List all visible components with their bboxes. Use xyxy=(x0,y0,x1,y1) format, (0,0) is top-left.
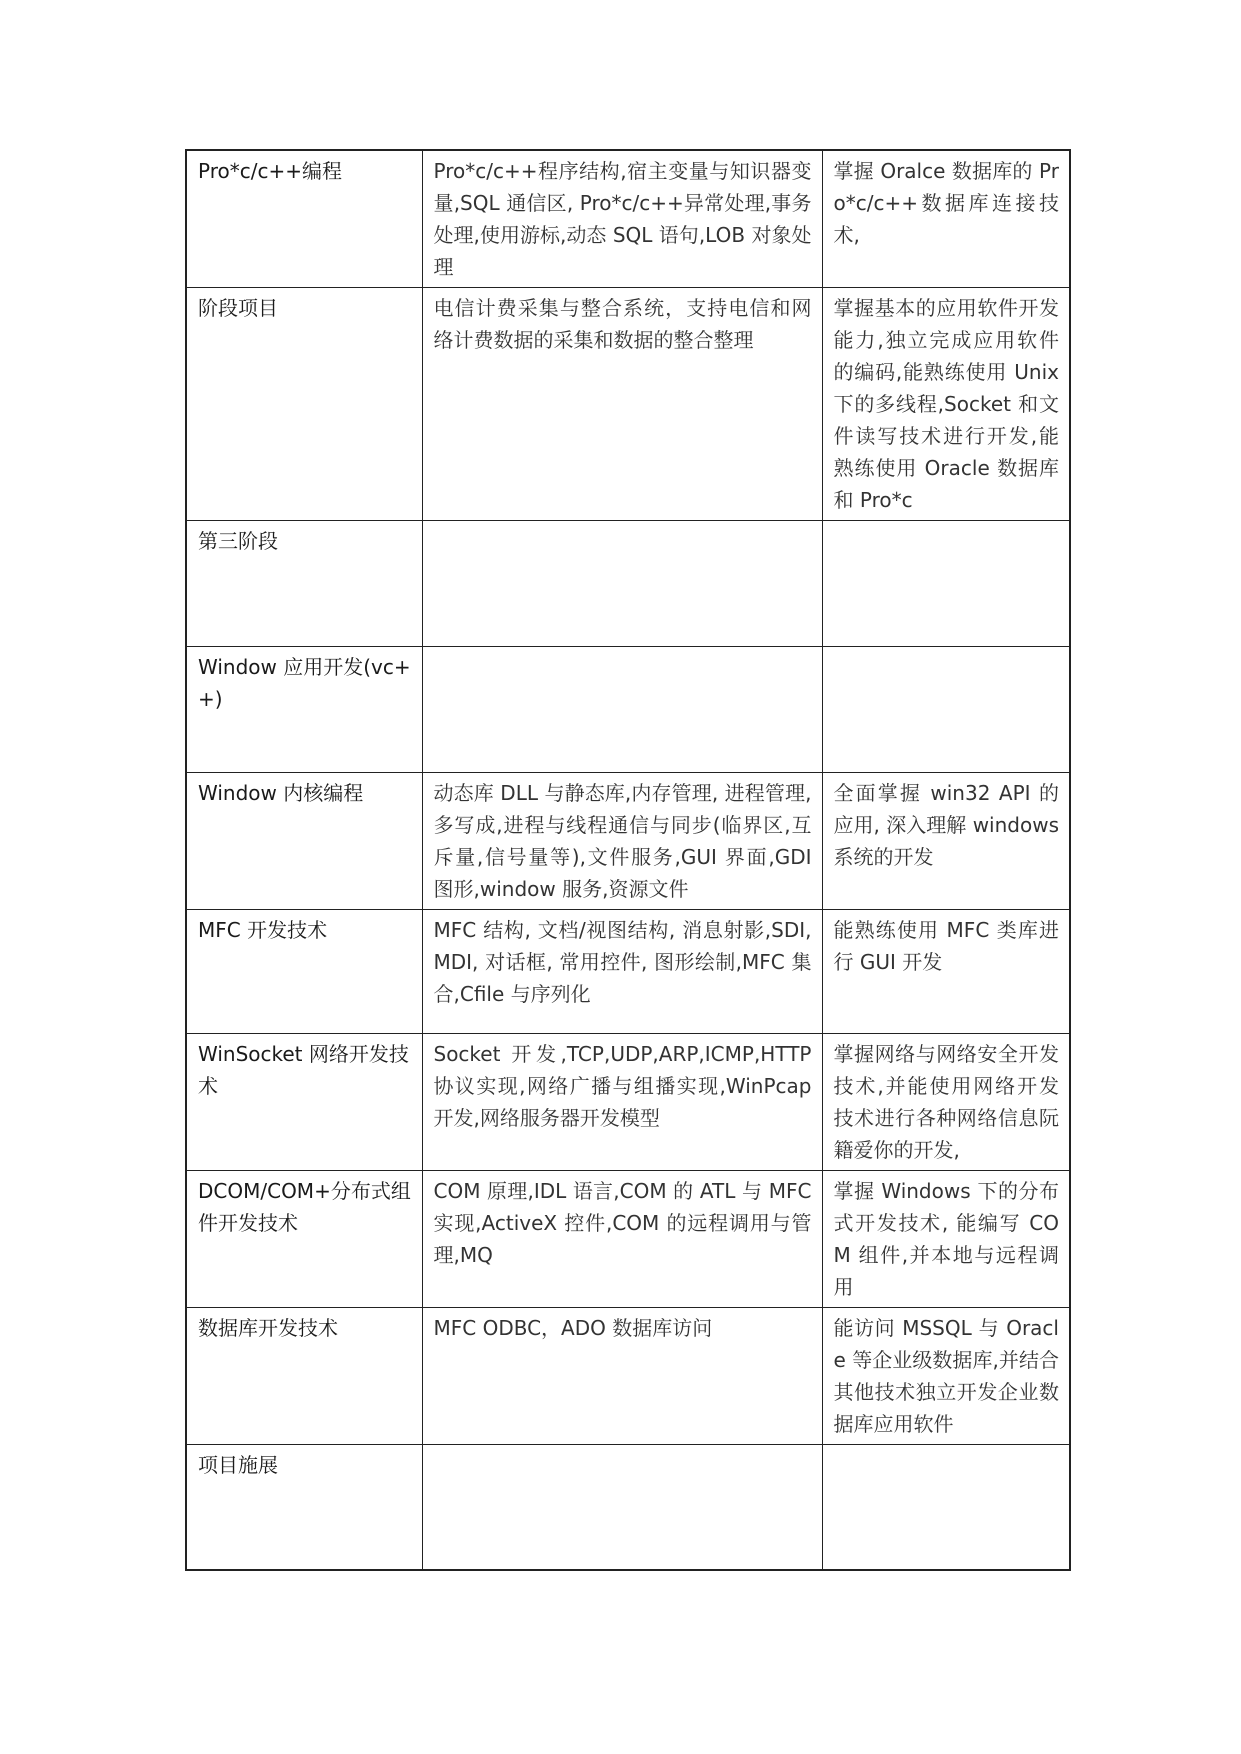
course-name-cell: Pro*c/c++编程 xyxy=(186,150,422,288)
table-row xyxy=(186,150,1070,288)
course-goal-cell: 掌握 Oralce 数据库的 Pro*c/c++数据库连接技术, xyxy=(822,150,1070,288)
table-row xyxy=(186,1171,1070,1308)
course-name-cell: WinSocket 网络开发技术 xyxy=(186,1034,422,1171)
course-name-cell: MFC 开发技术 xyxy=(186,910,422,1034)
course-content-cell xyxy=(422,1445,822,1570)
course-table xyxy=(185,149,1071,1571)
course-content-cell: MFC ODBC，ADO 数据库访问 xyxy=(422,1308,822,1445)
course-goal-cell: 掌握网络与网络安全开发技术,并能使用网络开发技术进行各种网络信息阮籍爱你的开发, xyxy=(822,1034,1070,1171)
course-goal-cell: 全面掌握 win32 API 的应用, 深入理解 windows 系统的开发 xyxy=(822,773,1070,910)
course-name-cell: 数据库开发技术 xyxy=(186,1308,422,1445)
table-row xyxy=(186,1034,1070,1171)
course-content-cell: COM 原理,IDL 语言,COM 的 ATL 与 MFC 实现,ActiveX 控件,COM 的远程调用与管理,MQ xyxy=(422,1171,822,1308)
course-content-cell: Socket 开发,TCP,UDP,ARP,ICMP,HTTP 协议实现,网络广播与组播实现,WinPcap 开发,网络服务器开发模型 xyxy=(422,1034,822,1171)
table-row xyxy=(186,288,1070,521)
course-content-cell: 电信计费采集与整合系统，支持电信和网络计费数据的采集和数据的整合整理 xyxy=(422,288,822,521)
course-goal-cell: 能熟练使用 MFC 类库进行 GUI 开发 xyxy=(822,910,1070,1034)
course-name-cell: 第三阶段 xyxy=(186,521,422,647)
course-goal-cell xyxy=(822,521,1070,647)
course-name-cell: 项目施展 xyxy=(186,1445,422,1570)
table-row xyxy=(186,910,1070,1034)
course-goal-cell xyxy=(822,1445,1070,1570)
course-content-cell xyxy=(422,647,822,773)
table-row xyxy=(186,773,1070,910)
table-row xyxy=(186,1308,1070,1445)
table-row xyxy=(186,1445,1070,1570)
course-content-cell: 动态库 DLL 与静态库,内存管理, 进程管理,多写成,进程与线程通信与同步(临界区,互斥量,信号量等),文件服务,GUI 界面,GDI 图形,window 服务,资源文件 xyxy=(422,773,822,910)
course-content-cell xyxy=(422,521,822,647)
course-content-cell: MFC 结构, 文档/视图结构, 消息射影,SDI,MDI, 对话框, 常用控件, 图形绘制,MFC 集合,Cfile 与序列化 xyxy=(422,910,822,1034)
course-goal-cell: 掌握基本的应用软件开发能力,独立完成应用软件的编码,能熟练使用 Unix 下的多线程,Socket 和文件读写技术进行开发,能熟练使用 Oracle 数据库和 Pro*c xyxy=(822,288,1070,521)
course-name-cell: 阶段项目 xyxy=(186,288,422,521)
course-content-cell: Pro*c/c++程序结构,宿主变量与知识器变量,SQL 通信区, Pro*c/c++异常处理,事务处理,使用游标,动态 SQL 语句,LOB 对象处理 xyxy=(422,150,822,288)
course-name-cell: Window 应用开发(vc++) xyxy=(186,647,422,773)
table-row xyxy=(186,647,1070,773)
table-row xyxy=(186,521,1070,647)
course-name-cell: DCOM/COM+分布式组件开发技术 xyxy=(186,1171,422,1308)
course-goal-cell: 掌握 Windows 下的分布式开发技术, 能编写 COM 组件,并本地与远程调用 xyxy=(822,1171,1070,1308)
course-goal-cell: 能访问 MSSQL 与 Oracle 等企业级数据库,并结合其他技术独立开发企业数据库应用软件 xyxy=(822,1308,1070,1445)
course-name-cell: Window 内核编程 xyxy=(186,773,422,910)
course-goal-cell xyxy=(822,647,1070,773)
